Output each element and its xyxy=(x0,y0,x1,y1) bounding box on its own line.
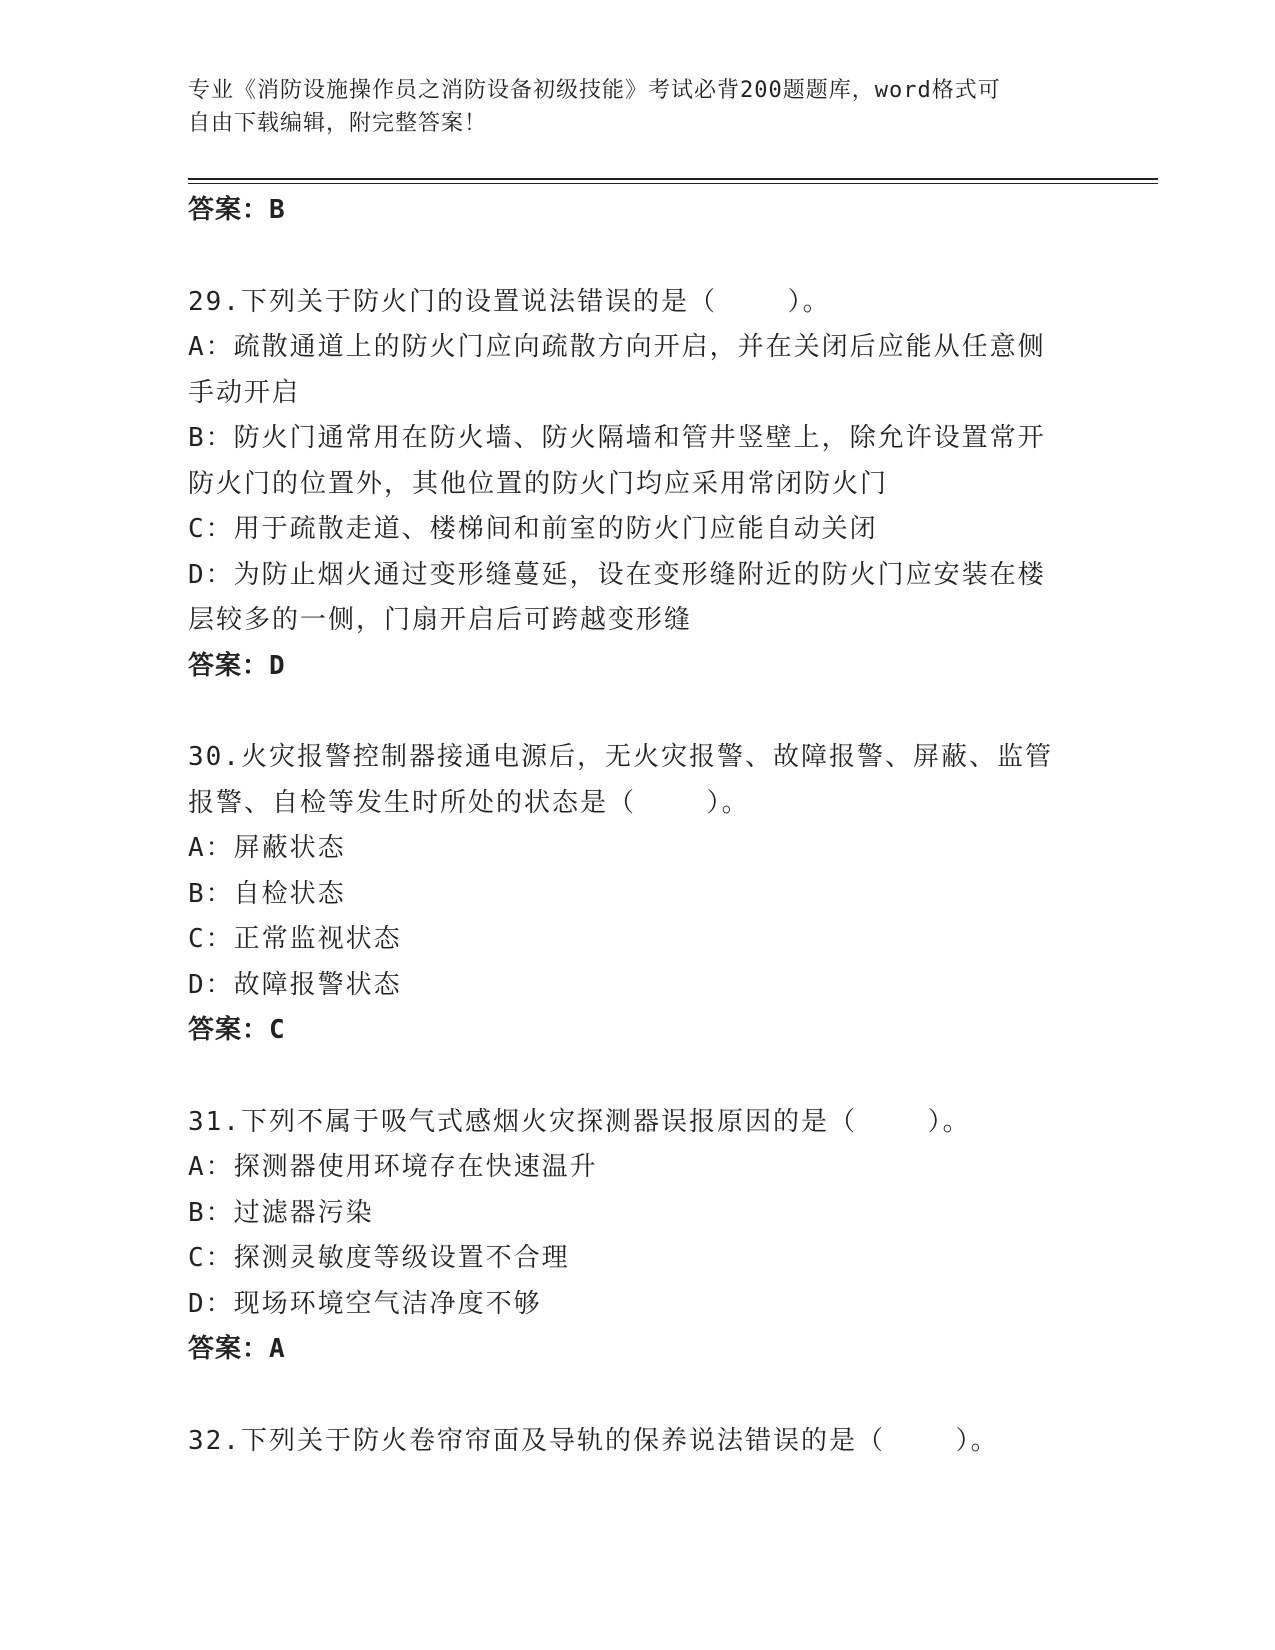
answer: 答案：D xyxy=(188,650,286,681)
option-b: B：防火门通常用在防火墙、防火隔墙和管井竖壁上，除允许设置常开 xyxy=(188,423,1046,453)
question-30 xyxy=(188,735,1088,1054)
option-a: A：探测器使用环境存在快速温升 xyxy=(188,1152,598,1182)
option-d-cont: 层较多的一侧，门扇开启后可跨越变形缝 xyxy=(188,605,693,635)
option-b-cont: 防火门的位置外，其他位置的防火门均应采用常闭防火门 xyxy=(188,468,889,499)
question-31 xyxy=(188,1100,1088,1373)
question-29 xyxy=(188,280,1088,690)
question-stem: 32.下列关于防火卷帘帘面及导轨的保养说法错误的是（ ）。 xyxy=(188,1425,999,1456)
header-divider-thin xyxy=(188,183,1158,184)
answer: 答案：C xyxy=(188,1015,286,1045)
question-stem: 31.下列不属于吸气式感烟火灾探测器误报原因的是（ ）。 xyxy=(188,1106,971,1137)
option-c: C：正常监视状态 xyxy=(188,924,402,954)
question-32 xyxy=(188,1419,1088,1465)
option-d: D：现场环境空气洁净度不够 xyxy=(188,1288,542,1319)
document-header xyxy=(188,74,1088,140)
header-line-2: 自由下载编辑，附完整答案！ xyxy=(188,111,488,136)
option-a: A：疏散通道上的防火门应向疏散方向开启，并在关闭后应能从任意侧 xyxy=(188,332,1046,362)
question-stem: 29.下列关于防火门的设置说法错误的是（ ）。 xyxy=(188,286,831,317)
option-d: D：故障报警状态 xyxy=(188,969,402,1000)
option-d: D：为防止烟火通过变形缝蔓延，设在变形缝附近的防火门应安装在楼 xyxy=(188,559,1046,590)
option-b: B：自检状态 xyxy=(188,878,346,909)
option-a-cont: 手动开启 xyxy=(188,377,301,408)
document-body xyxy=(188,188,1088,1464)
option-b: B：过滤器污染 xyxy=(188,1197,374,1228)
question-stem-cont: 报警、自检等发生时所处的状态是（ ）。 xyxy=(188,787,750,818)
question-stem: 30.火灾报警控制器接通电源后，无火灾报警、故障报警、屏蔽、监管 xyxy=(188,742,1053,772)
option-c: C：用于疏散走道、楼梯间和前室的防火门应能自动关闭 xyxy=(188,514,878,544)
answer: 答案：A xyxy=(188,1334,286,1364)
header-line-1: 专业《消防设施操作员之消防设备初级技能》考试必背200题题库，word格式可 xyxy=(188,78,1001,103)
option-a: A：屏蔽状态 xyxy=(188,833,346,863)
header-divider-thick xyxy=(188,178,1158,180)
option-c: C：探测灵敏度等级设置不合理 xyxy=(188,1243,570,1273)
previous-answer: 答案：B xyxy=(188,195,286,225)
